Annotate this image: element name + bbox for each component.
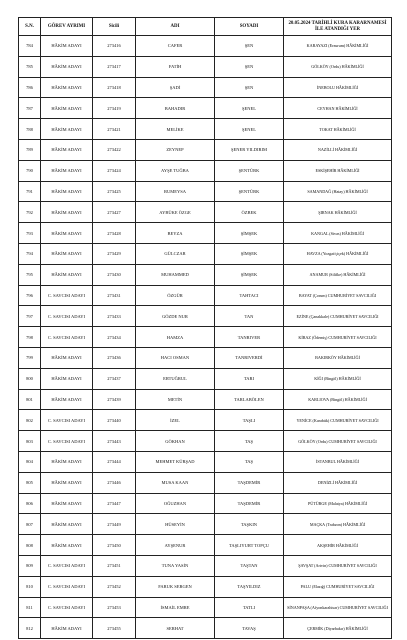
table-row <box>19 306 392 327</box>
cell-adi: BEYZA <box>136 223 215 244</box>
cell-sicili: 273447 <box>93 493 136 514</box>
table-row <box>19 223 392 244</box>
assignment-table <box>18 17 392 639</box>
cell-sn: 797 <box>19 306 41 327</box>
cell-gorev-ayrimi: HÂKİM ADAYI <box>41 493 93 514</box>
cell-soyadi: ŞENEL <box>215 98 284 119</box>
cell-sicili: 273424 <box>93 160 136 181</box>
table-row <box>19 472 392 493</box>
cell-soyadi: TATLI <box>215 597 284 618</box>
cell-sn: 796 <box>19 285 41 306</box>
cell-atandigi-yer: PÜTÜRGE (Malatya) HÂKİMLİĞİ <box>284 493 392 514</box>
cell-sicili: 273418 <box>93 77 136 98</box>
cell-atandigi-yer: ESKİŞEHİR HÂKİMLİĞİ <box>284 160 392 181</box>
cell-sicili: 273416 <box>93 36 136 57</box>
cell-soyadi: TAHTACI <box>215 285 284 306</box>
cell-sicili: 273450 <box>93 535 136 556</box>
cell-sn: 811 <box>19 597 41 618</box>
cell-atandigi-yer: AKŞEHİR HÂKİMLİĞİ <box>284 535 392 556</box>
cell-gorev-ayrimi: HÂKİM ADAYI <box>41 36 93 57</box>
cell-soyadi: ŞENEL <box>215 119 284 140</box>
table-row <box>19 597 392 618</box>
cell-atandigi-yer: YENİCE (Karabük) CUMHURİYET SAVCILIĞI <box>284 410 392 431</box>
cell-gorev-ayrimi: C. SAVCISI ADAYI <box>41 576 93 597</box>
cell-adi: TUNA YASİN <box>136 555 215 576</box>
cell-sicili: 273446 <box>93 472 136 493</box>
cell-sn: 789 <box>19 139 41 160</box>
cell-soyadi: TAŞTAN <box>215 555 284 576</box>
cell-adi: AYBÜKE ÖZGE <box>136 202 215 223</box>
cell-sicili: 273428 <box>93 223 136 244</box>
cell-sicili: 273430 <box>93 264 136 285</box>
cell-adi: MEHMET KÜRŞAD <box>136 451 215 472</box>
cell-sn: 784 <box>19 36 41 57</box>
cell-adi: MUSA KAAN <box>136 472 215 493</box>
cell-adi: FARUK SERGEN <box>136 576 215 597</box>
cell-adi: GÜLCZAR <box>136 243 215 264</box>
cell-sn: 800 <box>19 368 41 389</box>
cell-adi: ÖZGÜR <box>136 285 215 306</box>
cell-adi: AYŞE TUĞBA <box>136 160 215 181</box>
cell-gorev-ayrimi: C. SAVCISI ADAYI <box>41 410 93 431</box>
table-row <box>19 493 392 514</box>
cell-soyadi: TAŞ <box>215 451 284 472</box>
cell-soyadi: ŞENER YILDIRIM <box>215 139 284 160</box>
cell-sicili: 273429 <box>93 243 136 264</box>
cell-soyadi: ŞİMŞEK <box>215 223 284 244</box>
cell-gorev-ayrimi: HÂKİM ADAYI <box>41 181 93 202</box>
cell-sn: 801 <box>19 389 41 410</box>
cell-adi: BAHADIR <box>136 98 215 119</box>
cell-sn: 788 <box>19 119 41 140</box>
cell-atandigi-yer: HAVZA (Yozgat/çiçek) HÂKİMLİĞİ <box>284 243 392 264</box>
cell-adi: HACI OSMAN <box>136 347 215 368</box>
header-adi: ADI <box>136 18 215 36</box>
cell-atandigi-yer: TOKAT HÂKİMLİĞİ <box>284 119 392 140</box>
cell-atandigi-yer: BAKIRKÖY HÂKİMLİĞİ <box>284 347 392 368</box>
table-row <box>19 56 392 77</box>
cell-atandigi-yer: GÖLKÖY (Ordu) HÂKİMLİĞİ <box>284 56 392 77</box>
cell-atandigi-yer: CEYHAN HÂKİMLİĞİ <box>284 98 392 119</box>
cell-soyadi: ŞİMŞEK <box>215 243 284 264</box>
cell-sn: 792 <box>19 202 41 223</box>
cell-soyadi: TAŞDEMİR <box>215 493 284 514</box>
cell-atandigi-yer: ŞAVŞAT (Artvin) CUMHURİYET SAVCILIĞI <box>284 555 392 576</box>
cell-soyadi: TANRIVER <box>215 327 284 348</box>
cell-adi: GÖKHAN <box>136 431 215 452</box>
header-sn: S.N. <box>19 18 41 36</box>
cell-gorev-ayrimi: HÂKİM ADAYI <box>41 223 93 244</box>
header-soyadi: SOYADI <box>215 18 284 36</box>
cell-sn: 808 <box>19 535 41 556</box>
header-sicili: Sicili <box>93 18 136 36</box>
cell-gorev-ayrimi: HÂKİM ADAYI <box>41 139 93 160</box>
cell-soyadi: TAŞLIYURT TOPÇU <box>215 535 284 556</box>
cell-atandigi-yer: KİRAZ (Ödemiş) CUMHURİYET SAVCILIĞI <box>284 327 392 348</box>
cell-soyadi: TARLABÖLEN <box>215 389 284 410</box>
cell-atandigi-yer: ÇERMİK (Diyarbakır) HÂKİMLİĞİ <box>284 618 392 639</box>
cell-soyadi: TAVAŞ <box>215 618 284 639</box>
cell-adi: OĞUZHAN <box>136 493 215 514</box>
cell-gorev-ayrimi: HÂKİM ADAYI <box>41 160 93 181</box>
cell-adi: MELİKE <box>136 119 215 140</box>
cell-atandigi-yer: EZİNE (Çanakkale) CUMHURİYET SAVCILIĞI <box>284 306 392 327</box>
cell-soyadi: TAŞYILDIZ <box>215 576 284 597</box>
cell-sn: 795 <box>19 264 41 285</box>
table-row <box>19 119 392 140</box>
cell-sicili: 273455 <box>93 618 136 639</box>
table-row <box>19 181 392 202</box>
cell-sn: 798 <box>19 327 41 348</box>
cell-adi: ŞADİ <box>136 77 215 98</box>
cell-adi: METİN <box>136 389 215 410</box>
cell-soyadi: ŞEN <box>215 77 284 98</box>
cell-atandigi-yer: GÖLKÖY (Ordu) CUMHURİYET SAVCILIĞI <box>284 431 392 452</box>
header-atandigi-yer: 20.05.2024 TARİHLİ KURA KARARNAMESİ İLE ATANDIĞI YER <box>284 18 392 36</box>
cell-soyadi: ŞEN <box>215 36 284 57</box>
cell-sn: 805 <box>19 472 41 493</box>
cell-soyadi: TAN <box>215 306 284 327</box>
cell-gorev-ayrimi: C. SAVCISI ADAYI <box>41 327 93 348</box>
table-row <box>19 347 392 368</box>
cell-gorev-ayrimi: HÂKİM ADAYI <box>41 243 93 264</box>
cell-sicili: 273449 <box>93 514 136 535</box>
cell-gorev-ayrimi: HÂKİM ADAYI <box>41 451 93 472</box>
cell-sn: 794 <box>19 243 41 264</box>
cell-atandigi-yer: İNEBOLU HÂKİMLİĞİ <box>284 77 392 98</box>
cell-gorev-ayrimi: C. SAVCISI ADAYI <box>41 306 93 327</box>
cell-soyadi: TARI <box>215 368 284 389</box>
cell-sn: 799 <box>19 347 41 368</box>
cell-sn: 806 <box>19 493 41 514</box>
cell-gorev-ayrimi: HÂKİM ADAYI <box>41 98 93 119</box>
cell-soyadi: TANRIVERDİ <box>215 347 284 368</box>
cell-atandigi-yer: BAYAT (Çorum) CUMHURİYET SAVCILIĞI <box>284 285 392 306</box>
table-row <box>19 264 392 285</box>
table-row <box>19 327 392 348</box>
cell-sn: 809 <box>19 555 41 576</box>
cell-sn: 791 <box>19 181 41 202</box>
table-row <box>19 36 392 57</box>
cell-sicili: 273422 <box>93 139 136 160</box>
cell-gorev-ayrimi: HÂKİM ADAYI <box>41 389 93 410</box>
cell-sn: 793 <box>19 223 41 244</box>
cell-gorev-ayrimi: C. SAVCISI ADAYI <box>41 597 93 618</box>
cell-sicili: 273421 <box>93 119 136 140</box>
cell-adi: CAFER <box>136 36 215 57</box>
cell-sn: 810 <box>19 576 41 597</box>
cell-atandigi-yer: ANAMUR (Silifke) HÂKİMLİĞİ <box>284 264 392 285</box>
cell-gorev-ayrimi: HÂKİM ADAYI <box>41 202 93 223</box>
cell-atandigi-yer: KANGAL (Sivas) HÂKİMLİĞİ <box>284 223 392 244</box>
table-row <box>19 77 392 98</box>
cell-sicili: 273443 <box>93 431 136 452</box>
table-row <box>19 451 392 472</box>
cell-soyadi: ÖZBEK <box>215 202 284 223</box>
header-row <box>19 18 392 36</box>
table-row <box>19 431 392 452</box>
cell-gorev-ayrimi: C. SAVCISI ADAYI <box>41 555 93 576</box>
cell-soyadi: TAŞKIN <box>215 514 284 535</box>
cell-gorev-ayrimi: HÂKİM ADAYI <box>41 347 93 368</box>
table-row <box>19 410 392 431</box>
table-row <box>19 514 392 535</box>
cell-soyadi: TAŞ <box>215 431 284 452</box>
cell-gorev-ayrimi: C. SAVCISI ADAYI <box>41 285 93 306</box>
cell-atandigi-yer: SAMANDAĞ (Hatay) HÂKİMLİĞİ <box>284 181 392 202</box>
table-header <box>19 18 392 36</box>
table-row <box>19 555 392 576</box>
table-row <box>19 285 392 306</box>
cell-adi: İZEL <box>136 410 215 431</box>
cell-sicili: 273452 <box>93 576 136 597</box>
cell-adi: ZEYNEP <box>136 139 215 160</box>
cell-adi: AYŞENUR <box>136 535 215 556</box>
cell-adi: RUMEYSA <box>136 181 215 202</box>
cell-gorev-ayrimi: HÂKİM ADAYI <box>41 535 93 556</box>
table-row <box>19 368 392 389</box>
cell-gorev-ayrimi: C. SAVCISI ADAYI <box>41 431 93 452</box>
cell-sn: 785 <box>19 56 41 77</box>
table-row <box>19 389 392 410</box>
cell-adi: ERTUĞRUL <box>136 368 215 389</box>
cell-sn: 812 <box>19 618 41 639</box>
cell-atandigi-yer: İSTANBUL HÂKİMLİĞİ <box>284 451 392 472</box>
table-row <box>19 243 392 264</box>
cell-soyadi: TAŞLI <box>215 410 284 431</box>
cell-adi: MUHAMMED <box>136 264 215 285</box>
table-row <box>19 576 392 597</box>
cell-sicili: 273425 <box>93 181 136 202</box>
cell-sn: 790 <box>19 160 41 181</box>
table-row <box>19 160 392 181</box>
cell-gorev-ayrimi: HÂKİM ADAYI <box>41 77 93 98</box>
cell-sn: 807 <box>19 514 41 535</box>
table-row <box>19 202 392 223</box>
table-row <box>19 98 392 119</box>
cell-sicili: 273427 <box>93 202 136 223</box>
cell-soyadi: ŞİMŞEK <box>215 264 284 285</box>
cell-soyadi: ŞENTÜRK <box>215 181 284 202</box>
cell-atandigi-yer: SİNANPAŞA (Afyonkarahisar) CUMHURİYET SAVCILIĞI <box>284 597 392 618</box>
table-row <box>19 535 392 556</box>
cell-atandigi-yer: NAZİLLİ HÂKİMLİĞİ <box>284 139 392 160</box>
cell-adi: HAMZA <box>136 327 215 348</box>
cell-sn: 804 <box>19 451 41 472</box>
header-gorev-ayrimi: GÖREV AYRIMI <box>41 18 93 36</box>
cell-soyadi: ŞENTÜRK <box>215 160 284 181</box>
cell-soyadi: ŞEN <box>215 56 284 77</box>
cell-gorev-ayrimi: HÂKİM ADAYI <box>41 514 93 535</box>
table-row <box>19 618 392 639</box>
cell-sicili: 273436 <box>93 347 136 368</box>
cell-adi: HÜSEYİN <box>136 514 215 535</box>
cell-gorev-ayrimi: HÂKİM ADAYI <box>41 119 93 140</box>
cell-atandigi-yer: DENİZLİ HÂKİMLİĞİ <box>284 472 392 493</box>
cell-gorev-ayrimi: HÂKİM ADAYI <box>41 472 93 493</box>
cell-soyadi: TAŞDEMİR <box>215 472 284 493</box>
cell-sicili: 273431 <box>93 285 136 306</box>
table-row <box>19 139 392 160</box>
cell-atandigi-yer: KARLIOVA (Bingöl) HÂKİMLİĞİ <box>284 389 392 410</box>
cell-atandigi-yer: KİĞI (Bingöl) HÂKİMLİĞİ <box>284 368 392 389</box>
cell-atandigi-yer: MAÇKA (Trabzon) HÂKİMLİĞİ <box>284 514 392 535</box>
cell-adi: İSMAİL EMRE <box>136 597 215 618</box>
cell-adi: FATİH <box>136 56 215 77</box>
table-body <box>19 36 392 639</box>
cell-sicili: 273419 <box>93 98 136 119</box>
cell-sicili: 273433 <box>93 306 136 327</box>
cell-adi: GÖZDE NUR <box>136 306 215 327</box>
cell-sicili: 273440 <box>93 410 136 431</box>
cell-gorev-ayrimi: HÂKİM ADAYI <box>41 368 93 389</box>
cell-sicili: 273439 <box>93 389 136 410</box>
cell-sn: 787 <box>19 98 41 119</box>
cell-sicili: 273451 <box>93 555 136 576</box>
cell-sicili: 273444 <box>93 451 136 472</box>
cell-atandigi-yer: ŞIRNAK HÂKİMLİĞİ <box>284 202 392 223</box>
cell-sicili: 273453 <box>93 597 136 618</box>
cell-adi: SERHAT <box>136 618 215 639</box>
cell-atandigi-yer: PALU (Elazığ) CUMHURİYET SAVCILIĞI <box>284 576 392 597</box>
cell-gorev-ayrimi: HÂKİM ADAYI <box>41 264 93 285</box>
cell-gorev-ayrimi: HÂKİM ADAYI <box>41 56 93 77</box>
cell-gorev-ayrimi: HÂKİM ADAYI <box>41 618 93 639</box>
cell-sicili: 273437 <box>93 368 136 389</box>
cell-sn: 786 <box>19 77 41 98</box>
cell-sicili: 273434 <box>93 327 136 348</box>
cell-atandigi-yer: KARAYAZI (Erzurum) HÂKİMLİĞİ <box>284 36 392 57</box>
cell-sn: 802 <box>19 410 41 431</box>
cell-sn: 803 <box>19 431 41 452</box>
cell-sicili: 273417 <box>93 56 136 77</box>
